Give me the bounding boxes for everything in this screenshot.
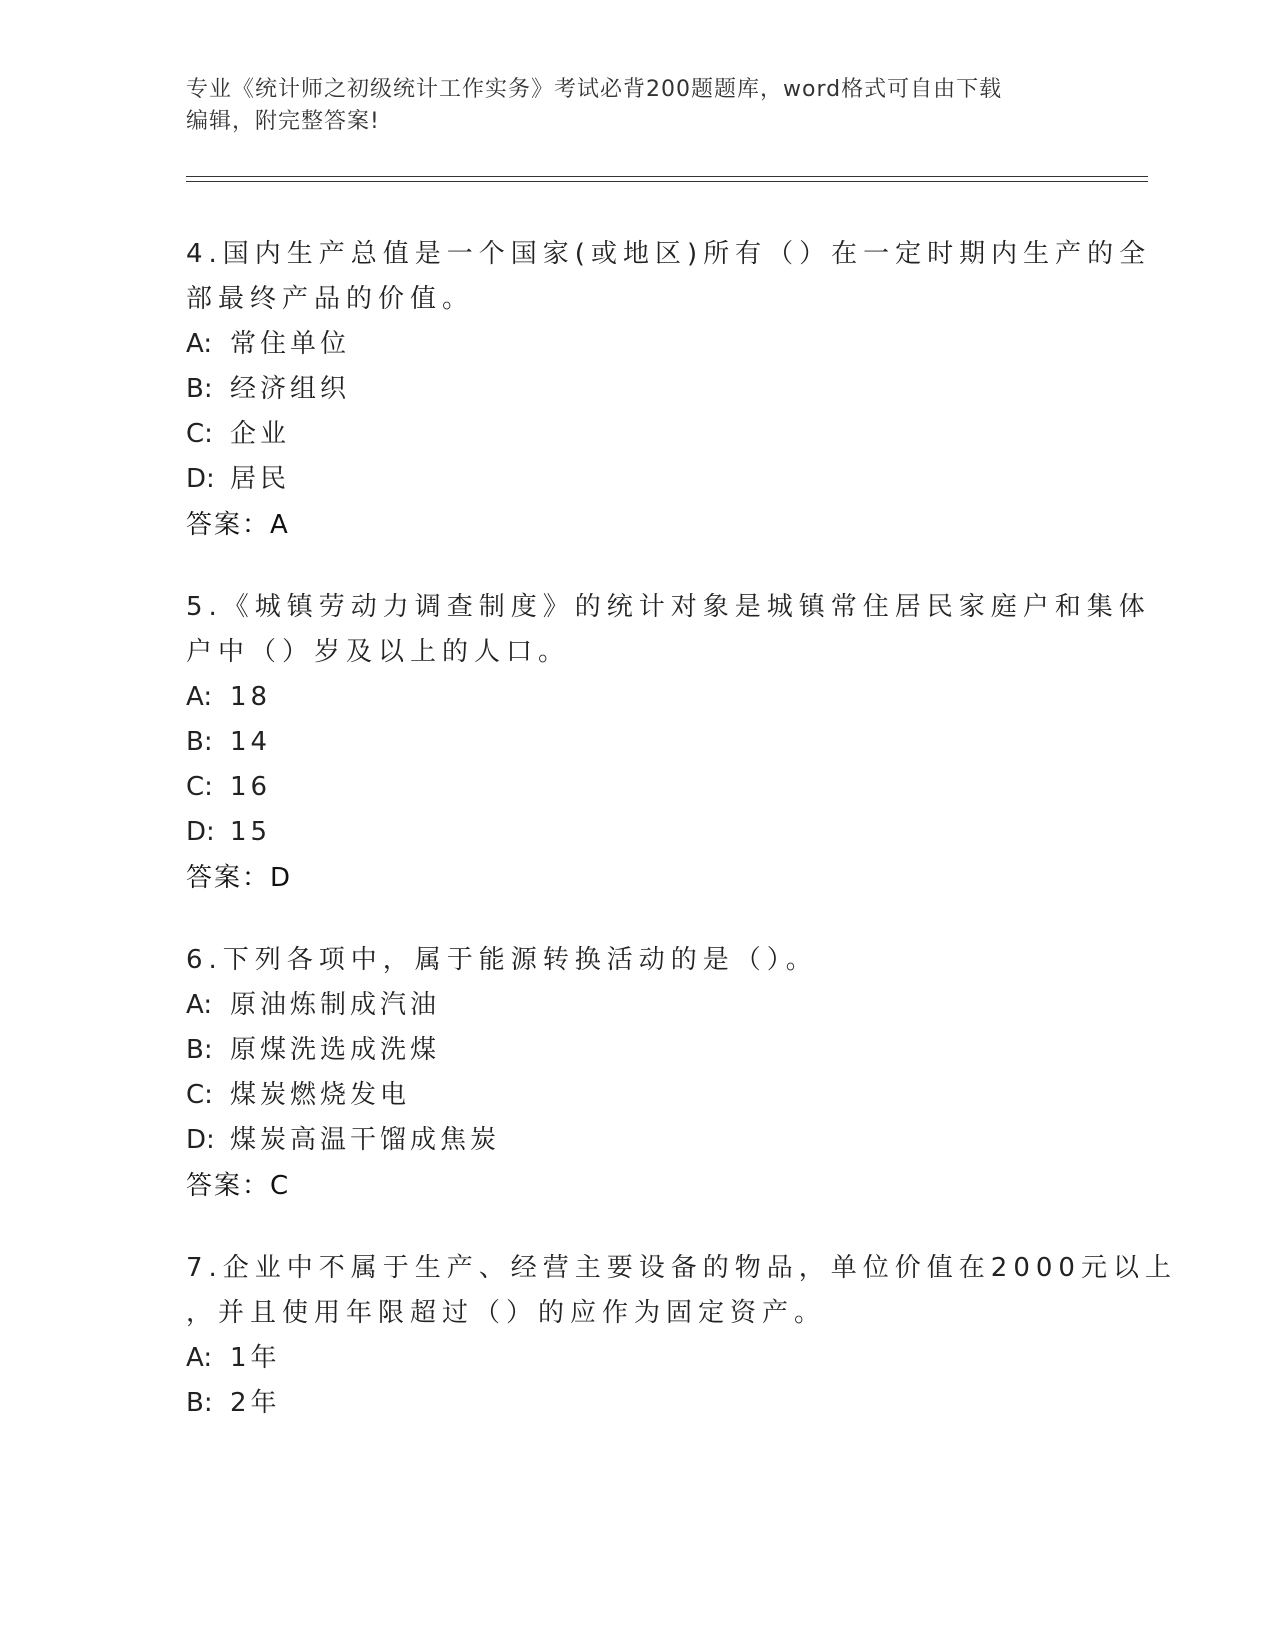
option-b — [186, 367, 1086, 412]
question-text-line: 6.下列各项中，属于能源转换活动的是（）。 — [186, 945, 818, 975]
option-a — [186, 675, 1086, 720]
document-header — [186, 74, 1086, 138]
question-7 — [186, 1246, 1177, 1426]
header-line-2: 编辑，附完整答案! — [186, 109, 380, 134]
option-text: 原油炼制成汽油 — [230, 990, 441, 1020]
question-5 — [186, 585, 1151, 901]
header-divider-top — [186, 176, 1148, 177]
option-key: C: — [186, 419, 213, 449]
option-text: 居民 — [230, 464, 291, 494]
option-a — [186, 322, 1086, 367]
option-text: 1年 — [230, 1343, 281, 1373]
option-c — [186, 1073, 1086, 1118]
option-text: 原煤洗选成洗煤 — [230, 1035, 441, 1065]
option-key: A: — [186, 990, 213, 1020]
question-text-line: 户中（）岁及以上的人口。 — [186, 637, 571, 667]
option-a — [186, 1336, 1086, 1381]
option-key: D: — [186, 817, 215, 847]
option-b — [186, 720, 1086, 765]
option-key: A: — [186, 329, 213, 359]
option-a — [186, 983, 1086, 1028]
option-d — [186, 457, 1086, 502]
option-b — [186, 1381, 1086, 1426]
option-text: 2年 — [230, 1388, 281, 1418]
option-key: A: — [186, 1343, 213, 1373]
option-key: B: — [186, 374, 213, 404]
option-key: B: — [186, 727, 213, 757]
header-line-1: 专业《统计师之初级统计工作实务》考试必背200题题库，word格式可自由下载 — [186, 77, 1003, 102]
question-6 — [186, 938, 1086, 1209]
option-d — [186, 1118, 1086, 1163]
option-key: B: — [186, 1035, 213, 1065]
question-text-line: 4.国内生产总值是一个国家(或地区)所有（）在一定时期内生产的全 — [186, 239, 1152, 269]
header-divider-bottom — [186, 181, 1148, 182]
option-d — [186, 810, 1086, 855]
option-text: 18 — [230, 682, 272, 712]
option-key: D: — [186, 1125, 215, 1155]
option-text: 常住单位 — [230, 329, 351, 359]
option-text: 煤炭燃烧发电 — [230, 1080, 411, 1110]
option-text: 企业 — [230, 419, 291, 449]
option-c — [186, 412, 1086, 457]
option-text: 煤炭高温干馏成焦炭 — [230, 1125, 501, 1155]
option-key: D: — [186, 464, 215, 494]
question-list — [186, 232, 1177, 1463]
option-text: 16 — [230, 772, 272, 802]
option-text: 15 — [230, 817, 272, 847]
answer-line: 答案：D — [186, 863, 293, 893]
option-text: 经济组织 — [230, 374, 351, 404]
option-text: 14 — [230, 727, 272, 757]
question-text-line: 7.企业中不属于生产、经营主要设备的物品，单位价值在2000元以上 — [186, 1253, 1177, 1283]
option-key: C: — [186, 1080, 213, 1110]
option-key: C: — [186, 772, 213, 802]
option-key: A: — [186, 682, 213, 712]
option-b — [186, 1028, 1086, 1073]
question-text-line: 部最终产品的价值。 — [186, 284, 475, 314]
option-c — [186, 765, 1086, 810]
option-key: B: — [186, 1388, 213, 1418]
answer-line: 答案：C — [186, 1171, 291, 1201]
answer-line: 答案：A — [186, 510, 290, 540]
question-text-line: ，并且使用年限超过（）的应作为固定资产。 — [186, 1298, 827, 1328]
question-text-line: 5.《城镇劳动力调查制度》的统计对象是城镇常住居民家庭户和集体 — [186, 592, 1151, 622]
question-4 — [186, 232, 1152, 548]
